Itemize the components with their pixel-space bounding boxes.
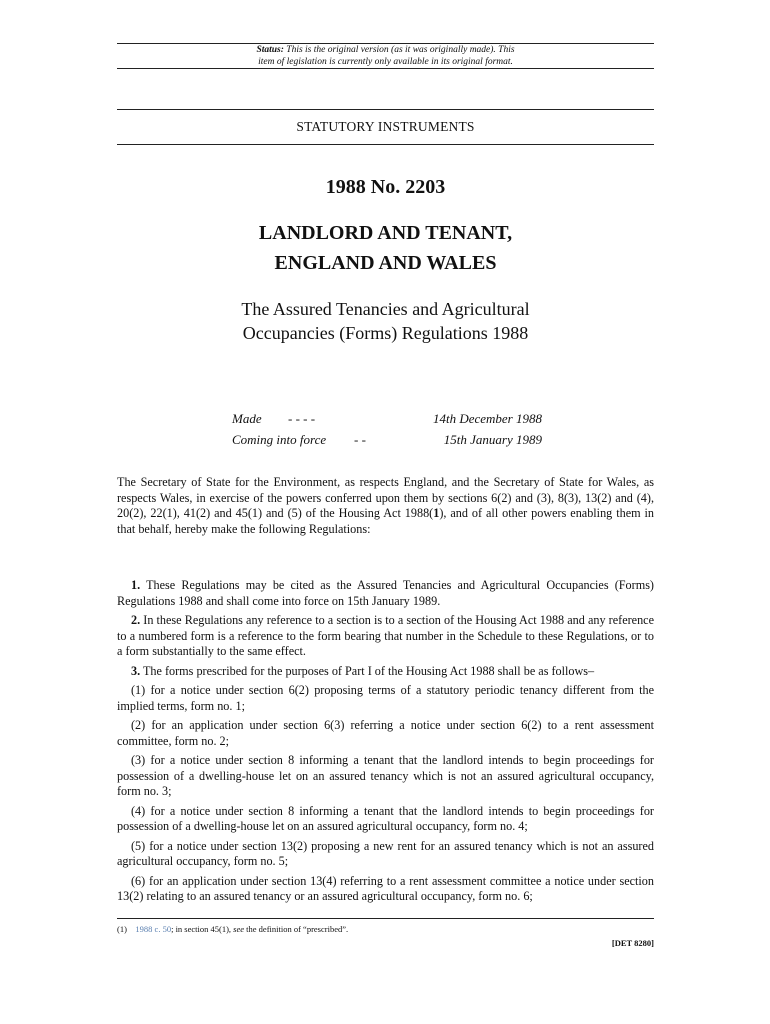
coming-into-force-row	[232, 432, 542, 453]
regulation-3-item-4: (4) for a notice under section 8 informing a tenant that the landlord intends to begin proceedings for possession of a dwelling-house let on an assured agricultural occupancy, form no. 4;	[117, 803, 654, 833]
regulation-1	[117, 578, 654, 609]
regulation-3-text: The forms prescribed for the purposes of Part I of the Housing Act 1988 shall be as follows–	[140, 663, 595, 678]
title-line2: Occupancies (Forms) Regulations 1988	[242, 323, 529, 343]
status-notice	[117, 44, 654, 68]
regulation-2	[117, 613, 654, 660]
coming-into-force-dashes: - -	[354, 432, 366, 447]
made-date: 14th December 1988	[432, 411, 542, 426]
regulations-title	[117, 297, 654, 345]
regulation-3-item-1: (1) for a notice under section 6(2) proposing terms of a statutory periodic tenancy different from the implied terms, form no. 1;	[117, 683, 654, 713]
dates-block	[232, 411, 542, 453]
footnote-marker: (1)	[117, 924, 127, 934]
page-code: [DET 8280]	[611, 938, 654, 948]
preamble-text-b: ), and of all other powers enabling them in that behalf, hereby make the following Regulations:	[117, 506, 655, 536]
regulation-2-number: 2.	[131, 613, 141, 627]
regulation-3	[117, 664, 654, 680]
footnote-text-b: the definition of “prescribed”.	[244, 924, 349, 934]
instrument-number: 1988 No. 2203	[325, 176, 446, 198]
regulation-1-text: These Regulations may be cited as the Assured Tenancies and Agricultural Occupancies (Forms) Regulations 1988 and shall come into force on 15th January 1989.	[117, 578, 654, 608]
title-line1: The Assured Tenancies and Agricultural	[241, 299, 530, 319]
subject-heading	[117, 218, 654, 278]
series-heading: STATUTORY INSTRUMENTS	[296, 119, 475, 134]
regulation-3-item-2: (2) for an application under section 6(3) referring a notice under section 6(2) to a rent assessment committee, form no. 2;	[117, 718, 654, 748]
regulation-3-item-3: (3) for a notice under section 8 informing a tenant that the landlord intends to begin proceedings for possession of a dwelling-house let on an assured tenancy which is not an assured agricultural occupancy, form no. 3;	[117, 753, 654, 798]
preamble-text-a: The Secretary of State for the Environment, as respects England, and the Secretary of State for Wales, as respects Wales, in exercise of the powers conferred upon them by sections 6(2) and (3), 8(3), 13(2) and (4), 20(2), 22(1), 41(2) and 45(1) and (5) of the Housing Act 1988(	[117, 475, 654, 520]
coming-into-force-date: 15th January 1989	[443, 432, 542, 447]
footnote-text-a: ; in section 45(1),	[171, 924, 234, 934]
regulation-3-number: 3.	[131, 663, 141, 678]
status-text-line2: item of legislation is currently only available in its original format.	[258, 57, 513, 67]
footnote-ref-link[interactable]: 1	[433, 506, 440, 520]
subject-line1: LANDLORD AND TENANT,	[258, 222, 513, 244]
coming-into-force-label: Coming into force	[232, 432, 327, 447]
made-dashes: - - - -	[288, 411, 316, 426]
footnote	[117, 924, 654, 934]
preamble	[117, 475, 654, 541]
made-label: Made	[232, 411, 262, 426]
regulations-body	[117, 578, 654, 909]
footnote-citation-link[interactable]: 1988 c. 50	[135, 924, 172, 934]
regulation-1-number: 1.	[131, 578, 141, 592]
regulation-3-item-5: (5) for a notice under section 13(2) proposing a new rent for an assured tenancy which is not an assured agricultural occupancy, form no. 5;	[117, 838, 654, 868]
footnote-rule	[117, 918, 654, 919]
footnote-see: see	[233, 924, 245, 934]
series-bottom-rule	[117, 144, 654, 145]
series-top-rule	[117, 109, 654, 110]
status-text-line1: This is the original version (as it was originally made). This	[286, 45, 515, 55]
regulation-2-text: In these Regulations any reference to a section is to a section of the Housing Act 1988 and any reference to a numbered form is a reference to the form bearing that number in the Schedule to these Regulations, or to a form substantially to the same effect.	[117, 613, 654, 658]
subject-line2: ENGLAND AND WALES	[274, 252, 497, 274]
made-row	[232, 411, 542, 432]
status-bottom-rule	[117, 68, 654, 69]
regulation-3-item-6: (6) for an application under section 13(4) referring to a rent assessment committee a notice under section 13(2) relating to an assured tenancy or an assured agricultural occupancy, form no. 6;	[117, 873, 654, 903]
status-label: Status:	[256, 45, 284, 55]
